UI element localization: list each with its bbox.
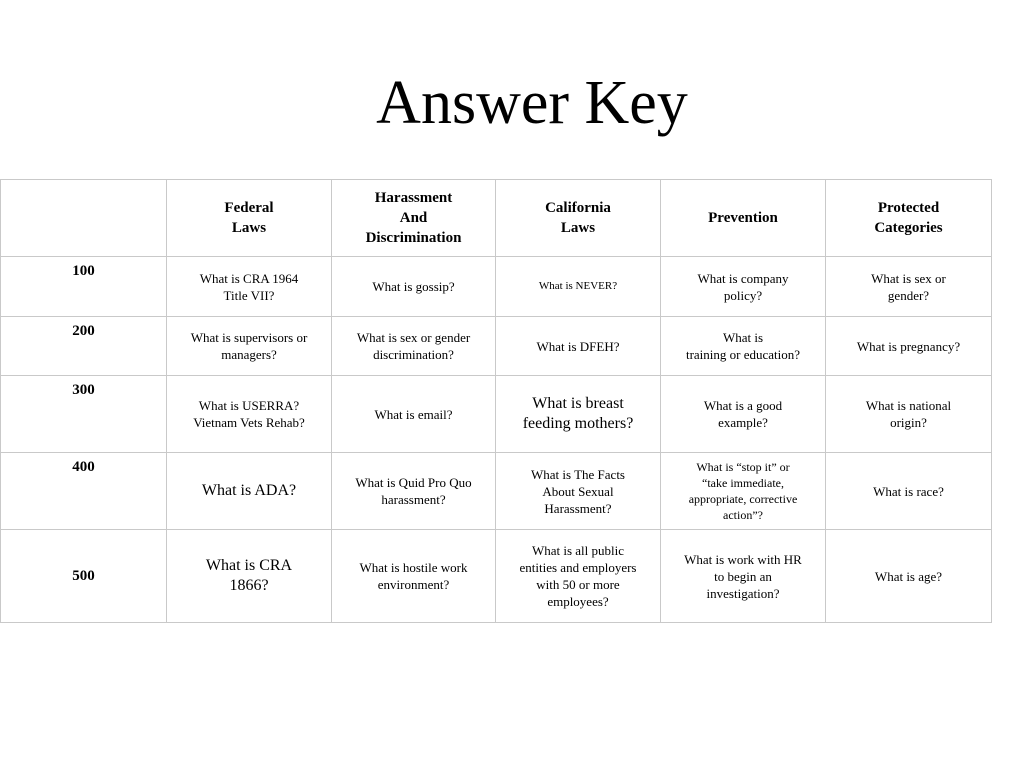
header-protected-categories: Protected Categories bbox=[826, 180, 992, 257]
answer-cell: What is work with HR to begin an investigation? bbox=[661, 530, 826, 623]
table-row bbox=[1, 257, 992, 317]
answer-cell: What is race? bbox=[826, 453, 992, 530]
table-row bbox=[1, 317, 992, 376]
answer-cell: What is Quid Pro Quo harassment? bbox=[332, 453, 496, 530]
table-row bbox=[1, 376, 992, 453]
answer-cell: What is “stop it” or “take immediate, appropriate, corrective action”? bbox=[661, 453, 826, 530]
answer-cell: What is CRA 1964 Title VII? bbox=[167, 257, 332, 317]
answer-cell: What is hostile work environment? bbox=[332, 530, 496, 623]
header-corner bbox=[1, 180, 167, 257]
header-federal-laws: Federal Laws bbox=[167, 180, 332, 257]
table-row bbox=[1, 453, 992, 530]
answer-cell: What is all public entities and employers with 50 or more employees? bbox=[496, 530, 661, 623]
answer-cell: What is email? bbox=[332, 376, 496, 453]
answer-cell: What is CRA 1866? bbox=[167, 530, 332, 623]
answer-key-table bbox=[0, 179, 992, 623]
answer-cell: What is supervisors or managers? bbox=[167, 317, 332, 376]
answer-cell: What is pregnancy? bbox=[826, 317, 992, 376]
page-title: Answer Key bbox=[376, 69, 688, 137]
answer-cell: What is sex or gender? bbox=[826, 257, 992, 317]
points-cell: 400 bbox=[1, 453, 167, 530]
answer-cell: What is sex or gender discrimination? bbox=[332, 317, 496, 376]
header-california-laws: California Laws bbox=[496, 180, 661, 257]
answer-cell: What is age? bbox=[826, 530, 992, 623]
points-cell: 300 bbox=[1, 376, 167, 453]
answer-cell: What is USERRA? Vietnam Vets Rehab? bbox=[167, 376, 332, 453]
answer-cell: What is NEVER? bbox=[496, 257, 661, 317]
header-harassment-discrimination: Harassment And Discrimination bbox=[332, 180, 496, 257]
answer-cell: What is training or education? bbox=[661, 317, 826, 376]
points-cell: 500 bbox=[1, 530, 167, 623]
answer-cell: What is ADA? bbox=[167, 453, 332, 530]
answer-cell: What is gossip? bbox=[332, 257, 496, 317]
points-cell: 100 bbox=[1, 257, 167, 317]
answer-cell: What is The Facts About Sexual Harassment? bbox=[496, 453, 661, 530]
answer-cell: What is a good example? bbox=[661, 376, 826, 453]
header-row bbox=[1, 180, 992, 257]
header-prevention: Prevention bbox=[661, 180, 826, 257]
points-cell: 200 bbox=[1, 317, 167, 376]
answer-cell: What is national origin? bbox=[826, 376, 992, 453]
answer-cell: What is company policy? bbox=[661, 257, 826, 317]
answer-cell: What is DFEH? bbox=[496, 317, 661, 376]
table-row bbox=[1, 530, 992, 623]
answer-cell: What is breast feeding mothers? bbox=[496, 376, 661, 453]
